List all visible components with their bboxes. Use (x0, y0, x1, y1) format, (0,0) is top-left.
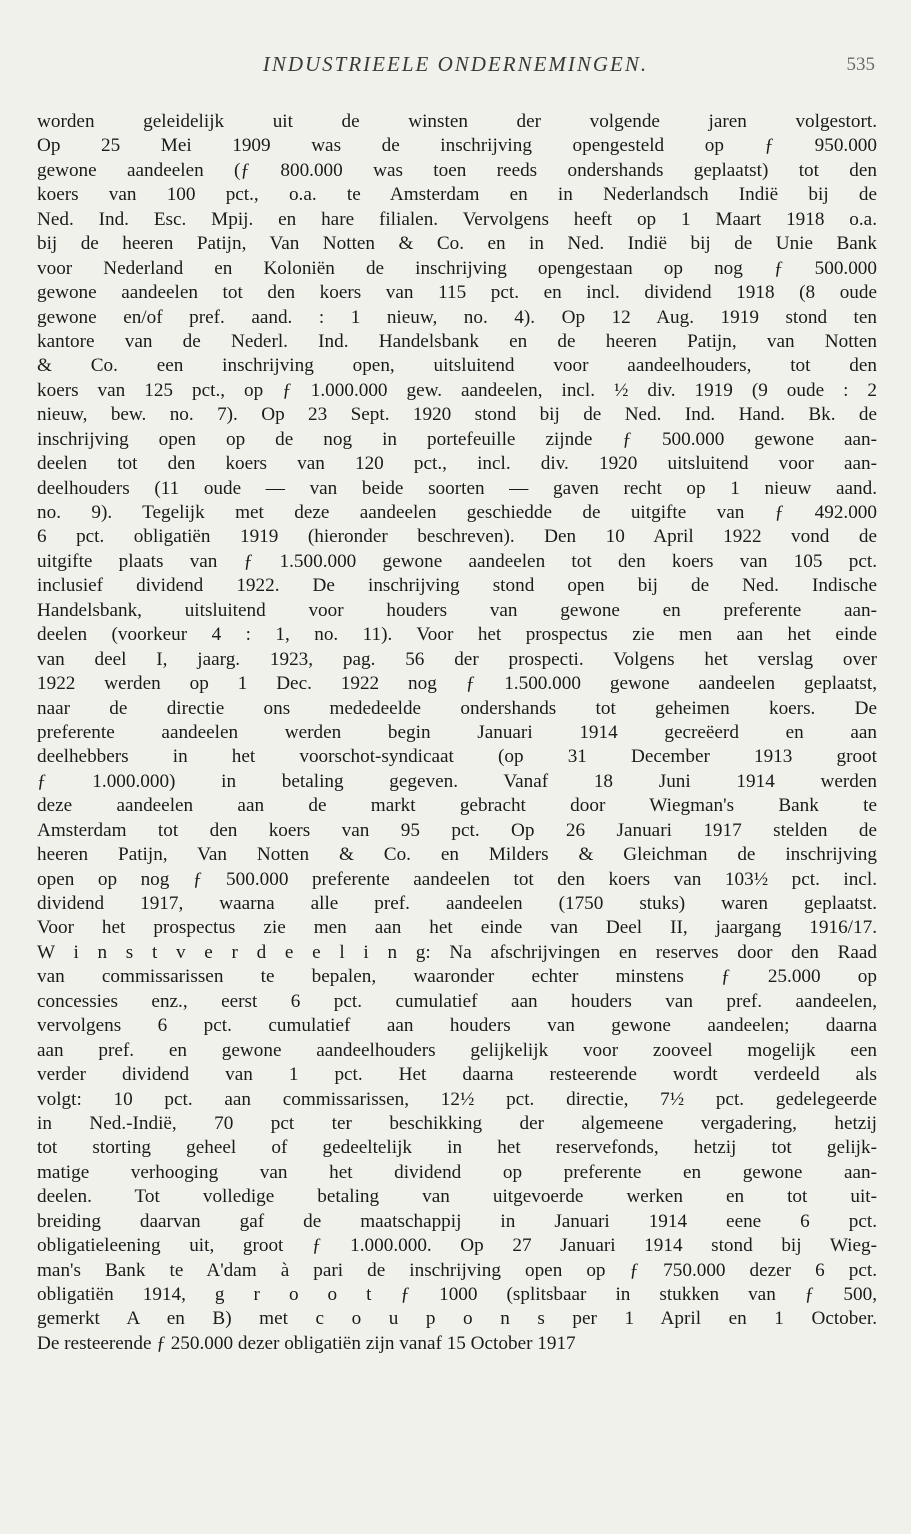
text-line: matige verhooging van het dividend op preferente en gewone aan- (37, 1161, 877, 1183)
text-line: W i n s t v e r d e e l i n g: Na afschrijvingen en reserves door den Raad (37, 941, 877, 963)
text-line: Handelsbank, uitsluitend voor houders van gewone en preferente aan- (37, 599, 877, 621)
text-line: Op 25 Mei 1909 was de inschrijving opengesteld op ƒ 950.000 (37, 135, 877, 157)
text-line: heeren Patijn, Van Notten & Co. en Milders & Gleichman de inschrijving (37, 844, 877, 866)
text-line: no. 9). Tegelijk met deze aandeelen geschiedde de uitgifte van ƒ 492.000 (37, 502, 877, 523)
text-line: gemerkt A en B) met c o u p o n s per 1 April en 1 October. (37, 1308, 877, 1330)
text-line: inclusief dividend 1922. De inschrijving stond open bij de Ned. Indische (37, 575, 877, 597)
text-line: deelhouders (11 oude — van beide soorten — gaven recht op 1 nieuw aand. (37, 477, 877, 499)
text-line: open op nog ƒ 500.000 preferente aandeelen tot den koers van 103½ pct. incl. (37, 868, 877, 890)
text-line: verder dividend van 1 pct. Het daarna resteerende wordt verdeeld als (37, 1064, 877, 1086)
text-line: preferente aandeelen werden begin Januari 1914 gecreëerd en aan (37, 721, 877, 743)
text-line: concessies enz., eerst 6 pct. cumulatief aan houders van pref. aandeelen, (37, 990, 877, 1012)
text-line: man's Bank te A'dam à pari de inschrijving open op ƒ 750.000 dezer 6 pct. (37, 1259, 877, 1281)
text-line: bij de heeren Patijn, Van Notten & Co. en in Ned. Indië bij de Unie Bank (37, 233, 877, 255)
text-line: tot storting geheel of gedeeltelijk in het reservefonds, hetzij tot gelijk- (37, 1137, 877, 1159)
text-line: uitgifte plaats van ƒ 1.500.000 gewone aandeelen tot den koers van 105 pct. (37, 550, 877, 572)
text-line: breiding daarvan gaf de maatschappij in Januari 1914 eene 6 pct. (37, 1210, 877, 1232)
text-line: koers van 100 pct., o.a. te Amsterdam en in Nederlandsch Indië bij de (37, 184, 877, 206)
text-line: Voor het prospectus zie men aan het einde van Deel II, jaargang 1916/17. (37, 917, 877, 939)
running-head: INDUSTRIEELE ONDERNEMINGEN. (262, 52, 649, 76)
text-line: in Ned.-Indië, 70 pct ter beschikking der algemeene vergadering, hetzij (37, 1112, 877, 1134)
text-line: gewone en/of pref. aand. : 1 nieuw, no. 4). Op 12 Aug. 1919 stond ten (37, 306, 877, 328)
text-line: volgt: 10 pct. aan commissarissen, 12½ pct. directie, 7½ pct. gedelegeerde (37, 1088, 877, 1110)
text-line: 6 pct. obligatiën 1919 (hieronder beschreven). Den 10 April 1922 vond de (37, 526, 877, 548)
text-line: & Co. een inschrijving open, uitsluitend voor aandeelhouders, tot den (37, 355, 877, 377)
text-line: obligatiën 1914, g r o o t ƒ 1000 (splitsbaar in stukken van ƒ 500, (37, 1284, 877, 1305)
text-line: koers van 125 pct., op ƒ 1.000.000 gew. aandeelen, incl. ½ div. 1919 (9 oude : 2 (37, 379, 877, 401)
text-line: voor Nederland en Koloniën de inschrijving opengestaan op nog ƒ 500.000 (37, 257, 877, 279)
text-line: dividend 1917, waarna alle pref. aandeelen (1750 stuks) waren geplaatst. (37, 893, 877, 914)
text-line: van commissarissen te bepalen, waaronder echter minstens ƒ 25.000 op (37, 966, 877, 988)
text-line: ƒ 1.000.000) in betaling gegeven. Vanaf 18 Juni 1914 werden (37, 770, 877, 792)
page-header (0, 52, 911, 82)
body-text (37, 110, 877, 1356)
text-line: worden geleidelijk uit de winsten der volgende jaren volgestort. (37, 111, 877, 132)
text-line: nieuw, bew. no. 7). Op 23 Sept. 1920 stond bij de Ned. Ind. Hand. Bk. de (37, 404, 877, 426)
text-line: gewone aandeelen tot den koers van 115 pct. en incl. dividend 1918 (8 oude (37, 282, 877, 304)
text-line: deelen tot den koers van 120 pct., incl. div. 1920 uitsluitend voor aan- (37, 453, 877, 475)
text-line: De resteerende ƒ 250.000 dezer obligatiën zijn vanaf 15 October 1917 (37, 1332, 576, 1354)
text-line: gewone aandeelen (ƒ 800.000 was toen reeds ondershands geplaatst) tot den (37, 159, 877, 181)
text-line: deelen (voorkeur 4 : 1, no. 11). Voor het prospectus zie men aan het einde (37, 624, 877, 646)
text-line: naar de directie ons mededeelde ondershands tot geheimen koers. De (37, 697, 877, 719)
text-line: deze aandeelen aan de markt gebracht door Wiegman's Bank te (37, 795, 877, 817)
text-line: kantore van de Nederl. Ind. Handelsbank en de heeren Patijn, van Notten (37, 330, 877, 352)
text-line: Amsterdam tot den koers van 95 pct. Op 26 Januari 1917 stelden de (37, 819, 877, 841)
text-line: aan pref. en gewone aandeelhouders gelijkelijk voor zooveel mogelijk een (37, 1039, 877, 1061)
text-line: 1922 werden op 1 Dec. 1922 nog ƒ 1.500.000 gewone aandeelen geplaatst, (37, 673, 877, 695)
text-line: vervolgens 6 pct. cumulatief aan houders van gewone aandeelen; daarna (37, 1015, 877, 1037)
text-line: deelen. Tot volledige betaling van uitgevoerde werken en tot uit- (37, 1186, 877, 1208)
text-line: obligatieleening uit, groot ƒ 1.000.000. Op 27 Januari 1914 stond bij Wieg- (37, 1235, 877, 1257)
text-line: van deel I, jaarg. 1923, pag. 56 der prospecti. Volgens het verslag over (37, 648, 877, 670)
text-line: Ned. Ind. Esc. Mpij. en hare filialen. Vervolgens heeft op 1 Maart 1918 o.a. (37, 208, 877, 230)
text-line: inschrijving open op de nog in portefeuille zijnde ƒ 500.000 gewone aan- (37, 428, 877, 450)
text-line: deelhebbers in het voorschot-syndicaat (op 31 December 1913 groot (37, 746, 877, 768)
page-number: 535 (846, 54, 875, 75)
